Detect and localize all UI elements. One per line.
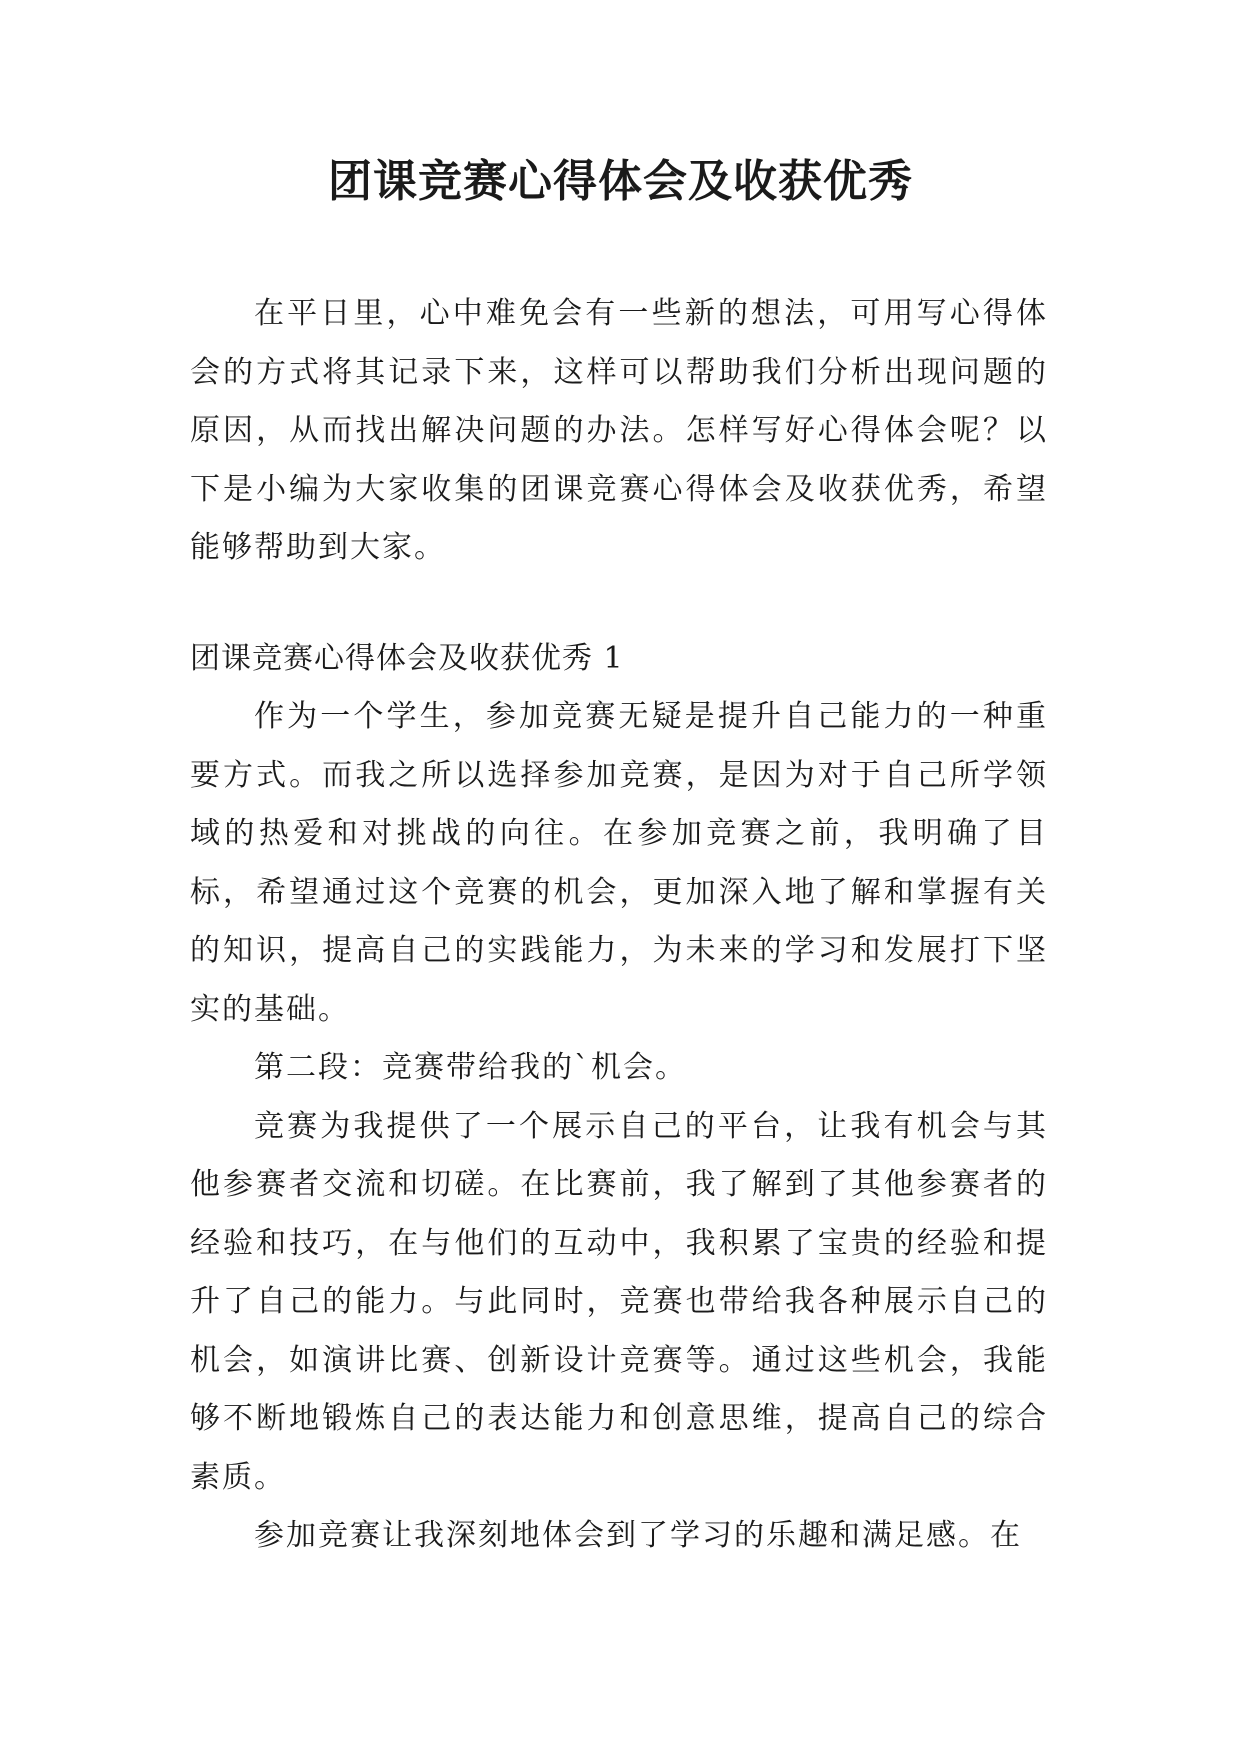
body-paragraph: 作为一个学生，参加竞赛无疑是提升自己能力的一种重要方式。而我之所以选择参加竞赛，是因为对于自己所学领域的热爱和对挑战的向往。在参加竞赛之前，我明确了目标，希望通过这个竞赛的机会，更加深入地了解和掌握有关的知识，提高自己的实践能力，为未来的学习和发展打下坚实的基础。: [190, 699, 1048, 1027]
body-paragraph: 参加竞赛让我深刻地体会到了学习的乐趣和满足感。在: [254, 1518, 1022, 1553]
intro-paragraph: 在平日里，心中难免会有一些新的想法，可用写心得体会的方式将其记录下来，这样可以帮助我们分析出现问题的原因，从而找出解决问题的办法。怎样写好心得体会呢？以下是小编为大家收集的团课竞赛心得体会及收获优秀，希望能够帮助到大家。: [190, 296, 1048, 565]
paragraph-gap: [190, 578, 1048, 630]
body-paragraph: 竞赛为我提供了一个展示自己的平台，让我有机会与其他参赛者交流和切磋。在比赛前，我了解到了其他参赛者的经验和技巧，在与他们的互动中，我积累了宝贵的经验和提升了自己的能力。与此同时，竞赛也带给我各种展示自己的机会，如演讲比赛、创新设计竞赛等。通过这些机会，我能够不断地锻炼自己的表达能力和创意思维，提高自己的综合素质。: [190, 1108, 1048, 1495]
section-heading: 团课竞赛心得体会及收获优秀 1: [190, 640, 624, 676]
document-title: 团课竞赛心得体会及收获优秀: [328, 156, 913, 207]
body-paragraph: 第二段：竞赛带给我的`机会。: [254, 1050, 687, 1085]
document-body: [190, 285, 1048, 1566]
